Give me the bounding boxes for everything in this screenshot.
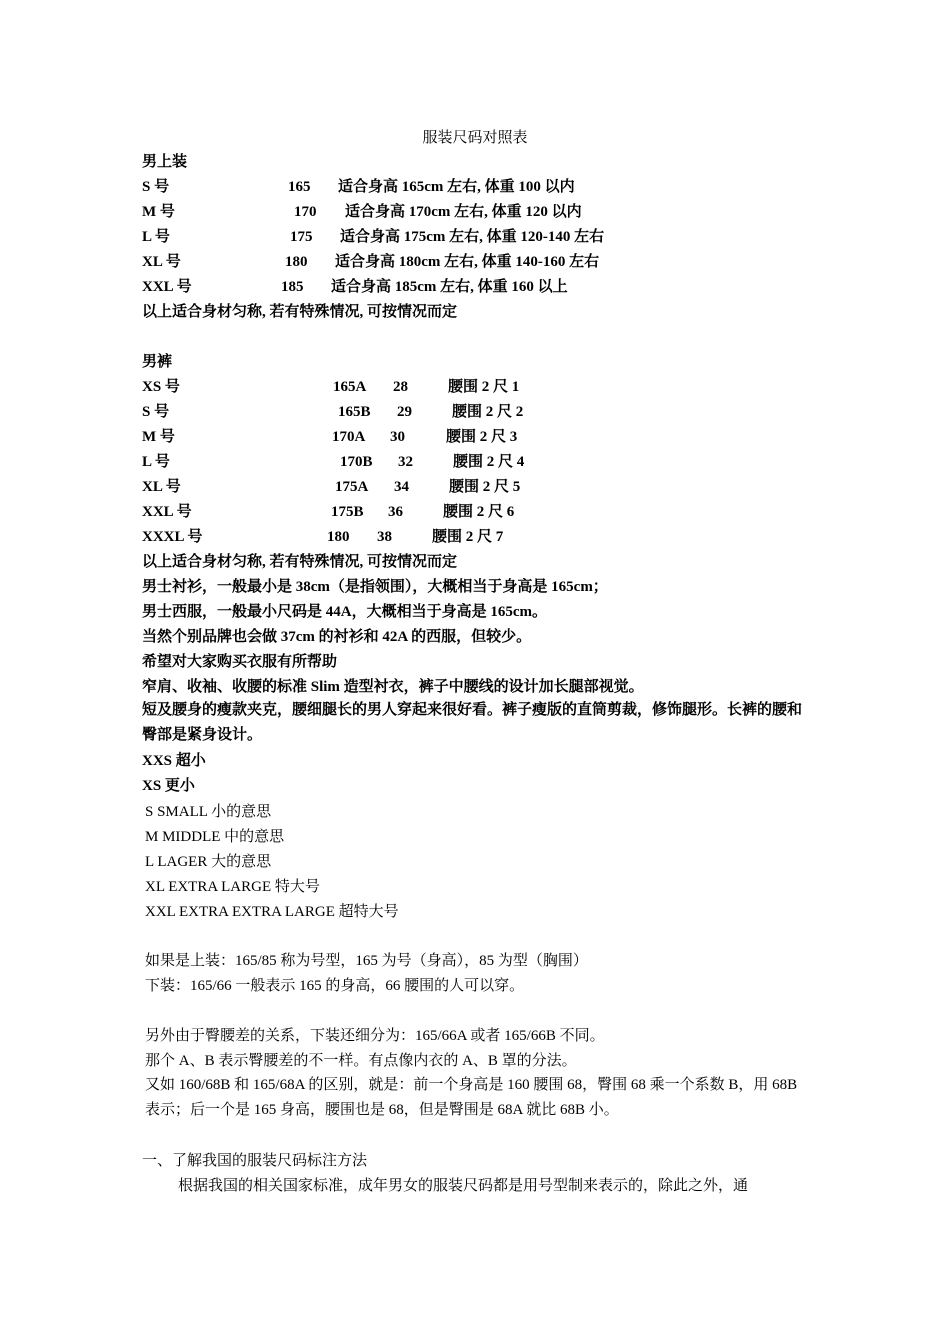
text-line: 男士西服，一般最小尺码是 44A，大概相当于身高是 165cm。: [142, 604, 547, 620]
size-meaning: S SMALL 小的意思: [145, 804, 272, 820]
tops-heading: 男上装: [142, 154, 188, 170]
pants-desc: 腰围 2 尺 3: [446, 429, 518, 445]
size-meaning: M MIDDLE 中的意思: [145, 829, 285, 845]
pants-waist: 32: [398, 454, 413, 470]
text-paragraph: 短及腰身的瘦款夹克，腰细腿长的男人穿起来很好看。裤子瘦版的直筒剪裁，修饰腿形。长裤的腰和臀部是紧身设计。: [142, 702, 803, 743]
tops-size: S 号: [142, 179, 170, 195]
pants-desc: 腰围 2 尺 2: [452, 404, 524, 420]
tops-desc: 适合身高 175cm 左右, 体重 120-140 左右: [340, 229, 605, 245]
pants-size: S 号: [142, 404, 170, 420]
text-line: 另外由于臀腰差的关系，下装还细分为：165/66A 或者 165/66B 不同。: [145, 1028, 605, 1044]
pants-desc: 腰围 2 尺 4: [453, 454, 525, 470]
pants-size: XS 号: [142, 379, 180, 395]
section-heading: 一、了解我国的服装尺码标注方法: [142, 1153, 368, 1169]
pants-desc: 腰围 2 尺 7: [432, 529, 504, 545]
size-meaning: XXL EXTRA EXTRA LARGE 超特大号: [145, 904, 399, 920]
tops-size: L 号: [142, 229, 170, 245]
pants-size: XXXL 号: [142, 529, 203, 545]
tops-desc: 适合身高 170cm 左右, 体重 120 以内: [345, 204, 582, 220]
text-line: 如果是上装：165/85 称为号型，165 为号（身高），85 为型（胸围）: [145, 953, 588, 969]
pants-size: XL 号: [142, 479, 181, 495]
tops-height: 180: [285, 254, 308, 270]
text-line: 下装：165/66 一般表示 165 的身高，66 腰围的人可以穿。: [145, 978, 525, 994]
pants-code: 175B: [331, 504, 364, 520]
pants-size: L 号: [142, 454, 170, 470]
tops-height: 165: [288, 179, 311, 195]
pants-size: XXL 号: [142, 504, 192, 520]
tops-desc: 适合身高 185cm 左右, 体重 160 以上: [331, 279, 568, 295]
tops-size: M 号: [142, 204, 175, 220]
pants-code: 170B: [340, 454, 373, 470]
pants-waist: 38: [377, 529, 392, 545]
pants-waist: 29: [397, 404, 412, 420]
pants-code: 170A: [332, 429, 366, 445]
pants-waist: 30: [390, 429, 405, 445]
text-paragraph: 又如 160/68B 和 165/68A 的区别，就是：前一个身高是 160 腰围 68，臀围 68 乘一个系数 B，用 68B 表示；后一个是 165 身高，腰围也是 68，但是臀围是 68A 就比 68B 小。: [145, 1077, 798, 1118]
pants-code: 180: [327, 529, 350, 545]
pants-waist: 34: [394, 479, 409, 495]
pants-waist: 36: [388, 504, 403, 520]
pants-code: 165A: [333, 379, 367, 395]
pants-desc: 腰围 2 尺 5: [449, 479, 521, 495]
tops-desc: 适合身高 165cm 左右, 体重 100 以内: [338, 179, 575, 195]
tops-height: 170: [294, 204, 317, 220]
pants-heading: 男裤: [142, 354, 173, 370]
section-body: 根据我国的相关国家标准，成年男女的服装尺码都是用号型制来表示的，除此之外，通: [178, 1178, 749, 1194]
size-label: XXS 超小: [142, 753, 206, 769]
pants-code: 175A: [335, 479, 369, 495]
size-meaning: L LAGER 大的意思: [145, 854, 272, 870]
pants-desc: 腰围 2 尺 1: [448, 379, 520, 395]
text-line: 希望对大家购买衣服有所帮助: [142, 654, 338, 670]
tops-size: XL 号: [142, 254, 181, 270]
tops-height: 175: [290, 229, 313, 245]
text-line: 窄肩、收袖、收腰的标准 Slim 造型衬衣，裤子中腰线的设计加长腿部视觉。: [142, 679, 644, 695]
pants-desc: 腰围 2 尺 6: [443, 504, 515, 520]
page-title: 服装尺码对照表: [422, 130, 528, 146]
tops-height: 185: [281, 279, 304, 295]
tops-desc: 适合身高 180cm 左右, 体重 140-160 左右: [335, 254, 600, 270]
text-line: 男士衬衫，一般最小是 38cm（是指领围），大概相当于身高是 165cm；: [142, 579, 608, 595]
pants-size: M 号: [142, 429, 175, 445]
pants-note: 以上适合身材匀称, 若有特殊情况, 可按情况而定: [142, 554, 458, 570]
text-line: 当然个别品牌也会做 37cm 的衬衫和 42A 的西服，但较少。: [142, 629, 532, 645]
tops-note: 以上适合身材匀称, 若有特殊情况, 可按情况而定: [142, 304, 458, 320]
size-label: XS 更小: [142, 778, 195, 794]
pants-code: 165B: [338, 404, 371, 420]
tops-size: XXL 号: [142, 279, 192, 295]
size-meaning: XL EXTRA LARGE 特大号: [145, 879, 320, 895]
pants-waist: 28: [393, 379, 408, 395]
text-line: 那个 A、B 表示臀腰差的不一样。有点像内衣的 A、B 罩的分法。: [145, 1053, 577, 1069]
